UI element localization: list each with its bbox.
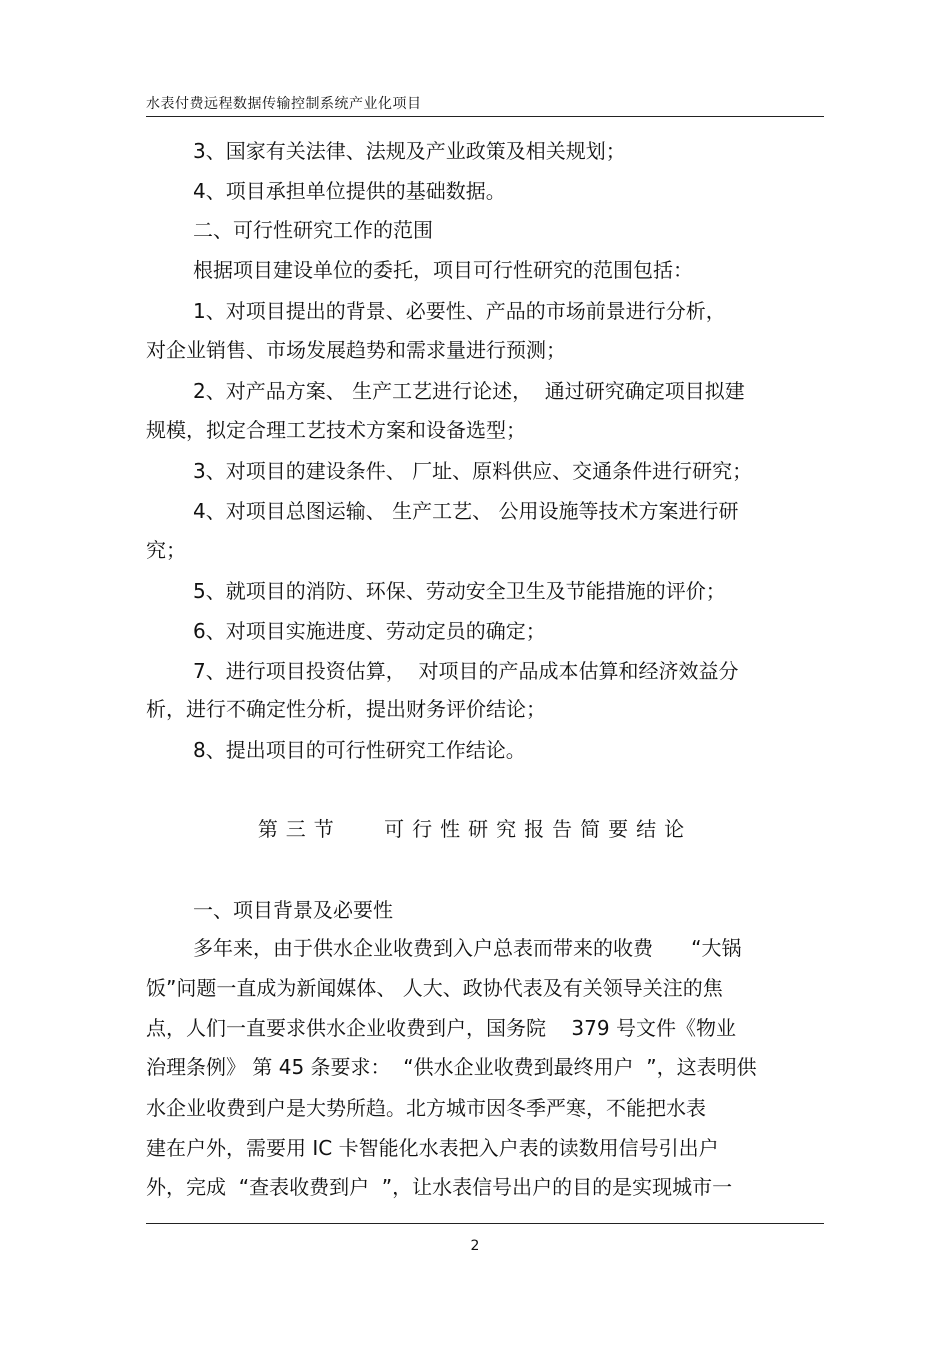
list-item: 3、对项目的建设条件、 厂址、原料供应、交通条件进行研究；	[193, 459, 753, 483]
list-item: 6、对项目实施进度、劳动定员的确定；	[193, 619, 546, 643]
paragraph-line: 点，人们一直要求供水企业收费到户，国务院 379 号文件《物业	[146, 1016, 736, 1040]
subheading: 一、项目背景及必要性	[193, 898, 393, 922]
list-item: 2、对产品方案、 生产工艺进行论述， 通过研究确定项目拟建	[193, 379, 745, 403]
list-item: 3、国家有关法律、法规及产业政策及相关规划；	[193, 139, 626, 163]
list-item-cont: 对企业销售、市场发展趋势和需求量进行预测；	[146, 338, 566, 362]
paragraph-line: 建在户外，需要用 IC 卡智能化水表把入户表的读数用信号引出户	[146, 1136, 719, 1160]
running-header: 水表付费远程数据传输控制系统产业化项目	[146, 96, 422, 112]
subheading: 二、可行性研究工作的范围	[193, 218, 433, 242]
paragraph-line: 根据项目建设单位的委托，项目可行性研究的范围包括：	[193, 258, 693, 282]
section-title: 第三节 可行性研究报告简要结论	[257, 817, 693, 841]
list-item: 4、对项目总图运输、 生产工艺、 公用设施等技术方案进行研	[193, 499, 739, 523]
paragraph-line: 治理条例》 第 45 条要求： “供水企业收费到最终用户 ”，这表明供	[146, 1055, 757, 1079]
paragraph-line: 多年来，由于供水企业收费到入户总表而带来的收费 “大锅	[193, 936, 742, 960]
list-item-cont: 究；	[146, 538, 186, 562]
list-item: 8、提出项目的可行性研究工作结论。	[193, 738, 526, 762]
paragraph-line: 饭”问题一直成为新闻媒体、 人大、政协代表及有关领导关注的焦	[146, 976, 723, 1000]
list-item: 4、项目承担单位提供的基础数据。	[193, 179, 506, 203]
footer-rule	[146, 1223, 824, 1224]
list-item-cont: 规模，拟定合理工艺技术方案和设备选型；	[146, 418, 526, 442]
paragraph-line: 水企业收费到户是大势所趋。北方城市因冬季严寒，不能把水表	[146, 1096, 706, 1120]
header-rule	[146, 116, 824, 117]
page-number: 2	[470, 1238, 480, 1254]
list-item-cont: 析，进行不确定性分析，提出财务评价结论；	[146, 697, 546, 721]
list-item: 1、对项目提出的背景、必要性、产品的市场前景进行分析，	[193, 299, 726, 323]
list-item: 5、就项目的消防、环保、劳动安全卫生及节能措施的评价；	[193, 579, 726, 603]
list-item: 7、进行项目投资估算， 对项目的产品成本估算和经济效益分	[193, 659, 739, 683]
paragraph-line: 外，完成 “查表收费到户 ”，让水表信号出户的目的是实现城市一	[146, 1175, 733, 1199]
